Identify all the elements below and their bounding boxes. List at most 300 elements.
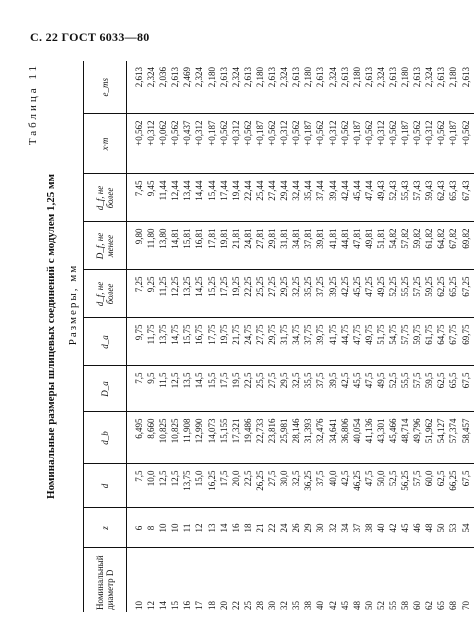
table-cell: 68	[448, 601, 459, 610]
table-cell: 40,0	[327, 464, 339, 508]
table-cell: 14	[218, 508, 230, 548]
table-cell: 42,44	[339, 174, 351, 222]
table-cell: 32,44	[290, 174, 302, 222]
table-cell: 9,5	[145, 366, 157, 412]
table-cell: 11,5	[157, 366, 169, 412]
table-cell: 57,43	[411, 174, 423, 222]
table-cell: 2,613	[435, 61, 447, 114]
table-cell: 17,5	[218, 366, 230, 412]
table-cell: 2,324	[423, 61, 435, 114]
table-cell: 2,613	[460, 61, 474, 114]
table-title: Номинальные размеры шлицевых соединений с модулем 1,25 мм	[45, 174, 57, 499]
table-cell: 59,75	[411, 318, 423, 366]
table-cell: 47,81	[351, 222, 363, 270]
table-cell: 26,25	[254, 464, 266, 508]
table-cell: 18	[206, 601, 217, 610]
table-cell: 65,43	[447, 174, 459, 222]
table-cell: 62	[424, 601, 435, 610]
table-cell: 40,054	[351, 412, 363, 464]
table-cell: 45,25	[351, 270, 363, 318]
table-cell: 9,45	[145, 174, 157, 222]
table-cell: 31,393	[302, 412, 314, 464]
table-cell: 10,825	[169, 412, 181, 464]
table-cell: 12,25	[169, 270, 181, 318]
table-row	[266, 61, 278, 612]
table-cell: 2,324	[327, 61, 339, 114]
table-cell: +0,312	[375, 114, 387, 174]
table-cell: 30	[314, 508, 326, 548]
table-cell: 2,324	[375, 61, 387, 114]
col-header: d_b	[84, 412, 127, 464]
table-cell: 13,75	[181, 464, 193, 508]
table-cell: 16,75	[193, 318, 205, 366]
table-cell: 45	[339, 601, 350, 610]
table-cell: 32	[327, 508, 339, 548]
table-cell: 49,25	[375, 270, 387, 318]
table-row	[169, 61, 181, 612]
table-cell: 49,81	[363, 222, 375, 270]
table-cell: 49,5	[375, 366, 387, 412]
table-cell: 2,469	[181, 61, 193, 114]
table-cell: 34,641	[327, 412, 339, 464]
table-cell: 7,5	[127, 366, 146, 412]
table-cell: 67,5	[460, 366, 474, 412]
table-cell: 10	[134, 601, 144, 610]
table-cell: 8,660	[145, 412, 157, 464]
table-cell: 20,0	[230, 464, 242, 508]
table-cell: 55,25	[399, 270, 411, 318]
table-cell: 2,613	[127, 61, 146, 114]
table-cell: 47,5	[363, 366, 375, 412]
table-cell: 11,25	[157, 270, 169, 318]
table-cell: 41,75	[327, 318, 339, 366]
table-cell: 27,25	[266, 270, 278, 318]
table-cell: 9,25	[145, 270, 157, 318]
table-cell: +0,562	[242, 114, 254, 174]
table-cell: 37,81	[302, 222, 314, 270]
table-cell: 14,5	[193, 366, 205, 412]
table-cell: 11,75	[145, 318, 157, 366]
table-cell: 2,613	[169, 61, 181, 114]
table-cell: 2,613	[290, 61, 302, 114]
table-row	[193, 61, 205, 612]
table-cell: 2,613	[363, 61, 375, 114]
table-cell: 25,981	[278, 412, 290, 464]
table-cell: 19,75	[218, 318, 230, 366]
table-row	[435, 61, 447, 612]
table-cell: 27,5	[266, 366, 278, 412]
table-row	[302, 61, 314, 612]
table-row	[399, 61, 411, 612]
table-cell: 51,75	[375, 318, 387, 366]
table-cell: 6	[127, 508, 146, 548]
table-cell: 57,5	[411, 464, 423, 508]
table-row	[157, 61, 169, 612]
table-cell: 9,80	[127, 222, 146, 270]
table-cell: 17,44	[218, 174, 230, 222]
table-cell: 13,80	[157, 222, 169, 270]
table-cell: 2,613	[266, 61, 278, 114]
table-cell: 16,25	[206, 464, 218, 508]
table-cell: 45,44	[351, 174, 363, 222]
table-cell: 2,324	[193, 61, 205, 114]
table-row	[460, 61, 474, 612]
table-cell: 19,81	[218, 222, 230, 270]
table-cell: 46	[411, 508, 423, 548]
col-header: e_ms	[84, 61, 127, 114]
table-cell: 21,75	[230, 318, 242, 366]
table-cell: 29	[302, 508, 314, 548]
col-header: D_a	[84, 366, 127, 412]
table-cell: 17,321	[230, 412, 242, 464]
table-cell: 55,43	[399, 174, 411, 222]
table-cell: 38	[363, 508, 375, 548]
table-cell: 32,5	[290, 464, 302, 508]
table-cell: 39,81	[314, 222, 326, 270]
table-cell: 24,81	[242, 222, 254, 270]
table-cell: 2,036	[157, 61, 169, 114]
table-cell: 54,127	[435, 412, 447, 464]
table-cell: 2,324	[278, 61, 290, 114]
table-cell: 62,25	[435, 270, 447, 318]
table-cell: 25,5	[254, 366, 266, 412]
table-cell: 16,81	[193, 222, 205, 270]
table-cell: 30	[267, 601, 278, 610]
table-cell: 67,82	[447, 222, 459, 270]
table-cell: 25,25	[254, 270, 266, 318]
table-cell: +0,562	[169, 114, 181, 174]
table-cell: 15,5	[206, 366, 218, 412]
table-cell: 10	[157, 508, 169, 548]
table-cell: 42	[387, 508, 399, 548]
table-cell: 51,962	[423, 412, 435, 464]
table-cell: 40	[315, 601, 326, 610]
table-cell: 45	[399, 508, 411, 548]
table-cell: 39,44	[327, 174, 339, 222]
table-cell: 62,5	[435, 366, 447, 412]
table-cell: 18	[242, 508, 254, 548]
table-cell: 31,81	[278, 222, 290, 270]
page-header: С. 22 ГОСТ 6033—80	[30, 30, 150, 44]
table-cell: 15,44	[206, 174, 218, 222]
table-cell: 22,44	[242, 174, 254, 222]
table-cell: 27,5	[266, 464, 278, 508]
table-cell: 25,44	[254, 174, 266, 222]
table-cell: +0,312	[278, 114, 290, 174]
table-header-row	[84, 61, 127, 612]
table-row	[127, 61, 146, 612]
table-cell: +0,187	[351, 114, 363, 174]
table-cell: 29,25	[278, 270, 290, 318]
table-cell: 37,44	[314, 174, 326, 222]
table-cell: 24,75	[242, 318, 254, 366]
table-cell: +0,187	[206, 114, 218, 174]
table-cell: 55	[387, 601, 398, 610]
table-cell: 62,43	[435, 174, 447, 222]
table-cell: 29,81	[266, 222, 278, 270]
table-cell: +0,437	[181, 114, 193, 174]
table-cell: 17	[194, 601, 205, 610]
table-cell: 57,25	[411, 270, 423, 318]
table-cell: 69,82	[460, 222, 474, 270]
table-cell: 45,5	[351, 366, 363, 412]
table-cell: 11,908	[181, 412, 193, 464]
table-cell: 13,44	[181, 174, 193, 222]
table-cell: +0,562	[460, 114, 474, 174]
table-cell: 62,5	[435, 464, 447, 508]
table-cell: 43,301	[375, 412, 387, 464]
table-cell: 11	[181, 508, 193, 548]
table-row	[314, 61, 326, 612]
table-cell: 12,5	[169, 464, 181, 508]
table-cell: 48	[351, 601, 362, 610]
table-cell: +0,187	[302, 114, 314, 174]
table-cell: 22	[230, 601, 241, 610]
table-cell: 42,25	[339, 270, 351, 318]
table-cell: 47,5	[363, 464, 375, 508]
table-cell: 28,146	[290, 412, 302, 464]
table-cell: 12,5	[169, 366, 181, 412]
table-cell: 14	[158, 601, 169, 610]
table-cell: 47,75	[351, 318, 363, 366]
table-cell: +0,562	[435, 114, 447, 174]
table-cell: +0,562	[339, 114, 351, 174]
table-cell: +0,562	[314, 114, 326, 174]
table-cell: 2,180	[206, 61, 218, 114]
table-cell: 13,75	[157, 318, 169, 366]
table-cell: 47,25	[363, 270, 375, 318]
table-cell: 2,180	[302, 61, 314, 114]
table-cell: 24	[278, 508, 290, 548]
table-cell: 42,5	[339, 464, 351, 508]
table-cell: 64,82	[435, 222, 447, 270]
table-cell: 54	[460, 508, 474, 548]
table-cell: 14,75	[169, 318, 181, 366]
table-cell: 48	[423, 508, 435, 548]
table-cell: 59,43	[423, 174, 435, 222]
table-cell: +0,562	[290, 114, 302, 174]
col-header: d_f, не более	[84, 270, 127, 318]
table-cell: 52,5	[387, 366, 399, 412]
table-cell: 36,25	[302, 464, 314, 508]
table-cell: 19,486	[242, 412, 254, 464]
table-cell: +0,187	[399, 114, 411, 174]
table-cell: 27,75	[254, 318, 266, 366]
table-cell: 22	[266, 508, 278, 548]
table-cell: 36,806	[339, 412, 351, 464]
table-cell: 58	[400, 601, 411, 610]
table-cell: 17,81	[206, 222, 218, 270]
table-cell: 37,75	[302, 318, 314, 366]
table-cell: 2,613	[242, 61, 254, 114]
table-cell: +0,562	[218, 114, 230, 174]
table-cell: 51,81	[375, 222, 387, 270]
table-cell: 60	[412, 601, 423, 610]
table-row	[327, 61, 339, 612]
table-cell: 59,82	[411, 222, 423, 270]
table-cell: 26	[290, 508, 302, 548]
table-cell: 34,81	[290, 222, 302, 270]
table-cell: 44,75	[339, 318, 351, 366]
table-cell: +0,312	[193, 114, 205, 174]
table-row	[290, 61, 302, 612]
table-cell: 31,75	[278, 318, 290, 366]
table-cell: 70	[460, 601, 471, 610]
table-cell: 50	[363, 601, 374, 610]
table-cell: 45,466	[387, 412, 399, 464]
table-cell: 39,75	[314, 318, 326, 366]
table-cell: 14,81	[169, 222, 181, 270]
table-cell: 60,0	[423, 464, 435, 508]
table-cell: 49,796	[411, 412, 423, 464]
table-cell: 32,5	[290, 366, 302, 412]
col-header: D_f, не менее	[84, 222, 127, 270]
table-cell: 15,0	[193, 464, 205, 508]
table-cell: 7,5	[127, 464, 146, 508]
table-row	[411, 61, 423, 612]
table-cell: 12,5	[157, 464, 169, 508]
table-cell: 41,136	[363, 412, 375, 464]
table-cell: 59,25	[423, 270, 435, 318]
table-cell: 2,613	[411, 61, 423, 114]
table-row	[242, 61, 254, 612]
table-row	[145, 61, 157, 612]
table-cell: 57,75	[399, 318, 411, 366]
col-header: d_a	[84, 318, 127, 366]
table-cell: 38	[303, 601, 314, 610]
table-cell: 57,374	[447, 412, 459, 464]
table-cell: 22,25	[242, 270, 254, 318]
table-cell: 22,5	[242, 366, 254, 412]
table-cell: 17,5	[218, 464, 230, 508]
table-row	[278, 61, 290, 612]
table-cell: 22,5	[242, 464, 254, 508]
table-cell: 2,180	[254, 61, 266, 114]
col-header: z	[84, 508, 127, 548]
table-cell: 34,75	[290, 318, 302, 366]
col-header: d_f, не более	[84, 174, 127, 222]
table-cell: 56,25	[399, 464, 411, 508]
table-row	[218, 61, 230, 612]
table-cell: 46,25	[351, 464, 363, 508]
table-cell: 41,81	[327, 222, 339, 270]
table-cell: 12,990	[193, 412, 205, 464]
table-cell: 19,25	[230, 270, 242, 318]
table-number: Таблица 11	[27, 63, 39, 146]
table-cell: +0,062	[157, 114, 169, 174]
table-cell: 32,476	[314, 412, 326, 464]
table-body	[127, 61, 474, 612]
table-cell: 55,5	[399, 366, 411, 412]
table-cell: 13,25	[181, 270, 193, 318]
table-cell: 14,073	[206, 412, 218, 464]
table-row	[447, 61, 459, 612]
table-cell: +0,187	[447, 114, 459, 174]
table-cell: +0,312	[423, 114, 435, 174]
table-cell: 35,5	[302, 366, 314, 412]
table-cell: 13	[206, 508, 218, 548]
sizes-label: Размеры, мм	[67, 263, 79, 346]
table-cell: 37,25	[314, 270, 326, 318]
table-cell: 29,75	[266, 318, 278, 366]
table-cell: 42	[327, 601, 338, 610]
table-cell: 54,82	[387, 222, 399, 270]
table-row	[339, 61, 351, 612]
table-cell: 15,75	[181, 318, 193, 366]
table-cell: 19,44	[230, 174, 242, 222]
table-cell: 28	[254, 601, 265, 610]
table-cell: 67,43	[460, 174, 474, 222]
table-cell: 21	[254, 508, 266, 548]
table-cell: 57,82	[399, 222, 411, 270]
table-cell: 2,324	[145, 61, 157, 114]
table-cell: 25	[242, 601, 253, 610]
col-header: x·m	[84, 114, 127, 174]
table-cell: 2,180	[399, 61, 411, 114]
table-cell: 37	[351, 508, 363, 548]
table-cell: 20	[218, 601, 229, 610]
table-cell: 17,25	[218, 270, 230, 318]
table-cell: 16	[182, 601, 193, 610]
table-cell: 34	[339, 508, 351, 548]
col-header: Номинальный диаметр D	[84, 548, 127, 612]
table-cell: 9,75	[127, 318, 146, 366]
table-cell: 10	[169, 508, 181, 548]
table-cell: 66,25	[447, 464, 459, 508]
table-cell: 52,5	[387, 464, 399, 508]
table-cell: 22,733	[254, 412, 266, 464]
table-cell: +0,562	[411, 114, 423, 174]
table-cell: 15,155	[218, 412, 230, 464]
table-cell: 10,0	[145, 464, 157, 508]
table-cell: 12	[146, 601, 157, 610]
table-cell: 64,75	[435, 318, 447, 366]
table-cell: 58,457	[460, 412, 474, 464]
table-cell: 67,75	[447, 318, 459, 366]
table-cell: 47,44	[363, 174, 375, 222]
table-cell: 59,5	[423, 366, 435, 412]
table-cell: 35	[291, 601, 302, 610]
table-cell: 27,44	[266, 174, 278, 222]
table-cell: 44,81	[339, 222, 351, 270]
table-cell: 53	[447, 508, 459, 548]
col-header: d	[84, 464, 127, 508]
table-cell: 52	[375, 601, 386, 610]
table-row	[254, 61, 266, 612]
table-cell: +0,562	[363, 114, 375, 174]
table-cell: 23,816	[266, 412, 278, 464]
table-cell: 50,0	[375, 464, 387, 508]
table-cell: 65	[436, 601, 447, 610]
table-cell: 29,44	[278, 174, 290, 222]
table-cell: 32,25	[290, 270, 302, 318]
table-cell: +0,562	[387, 114, 399, 174]
table-cell: 12	[193, 508, 205, 548]
table-cell: 15	[170, 601, 181, 610]
table-row	[375, 61, 387, 612]
table-cell: 40	[375, 508, 387, 548]
table-row	[181, 61, 193, 612]
table-cell: 17,75	[206, 318, 218, 366]
table-row	[351, 61, 363, 612]
table-cell: 65,5	[447, 366, 459, 412]
table-cell: 8	[145, 508, 157, 548]
table-cell: 2,180	[351, 61, 363, 114]
table-cell: 15,25	[206, 270, 218, 318]
table-cell: 16	[230, 508, 242, 548]
table-cell: 39,25	[327, 270, 339, 318]
table-cell: +0,312	[230, 114, 242, 174]
